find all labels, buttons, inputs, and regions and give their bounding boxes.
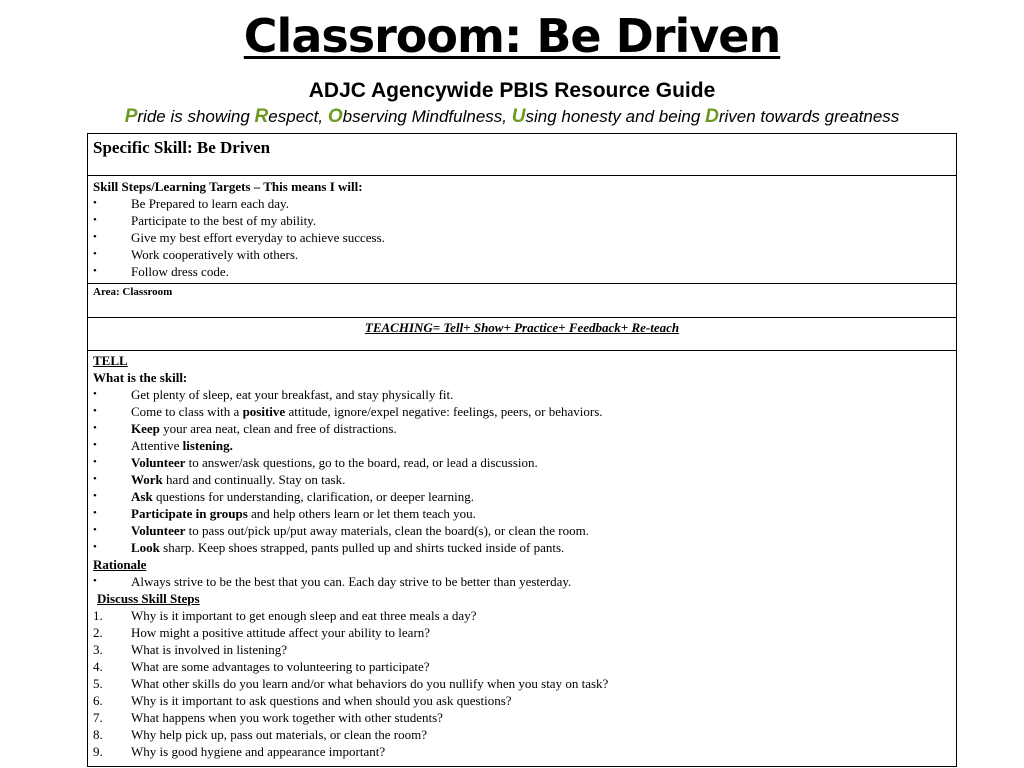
list-item: 8. Why help pick up, pass out materials, or clean the room? bbox=[93, 727, 428, 742]
list-item: • Participate in groups and help others learn or let them teach you. bbox=[93, 506, 476, 521]
teaching-label: TEACHING= Tell+ Show+ Practice+ Feedback+ Re-teach bbox=[364, 320, 680, 335]
bullet-icon: • bbox=[93, 456, 97, 468]
list-item: • Attentive listening. bbox=[93, 438, 233, 453]
discuss-heading: Discuss Skill Steps bbox=[97, 591, 200, 606]
bullet-icon: • bbox=[93, 197, 97, 209]
tell-subheading: What is the skill: bbox=[93, 370, 188, 385]
bullet-icon: • bbox=[93, 422, 97, 434]
bullet-icon: • bbox=[93, 439, 97, 451]
bullet-icon: • bbox=[93, 507, 97, 519]
bullet-icon: • bbox=[93, 248, 97, 260]
list-item: • Give my best effort everyday to achieve success. bbox=[93, 230, 385, 245]
list-item: 5. What other skills do you learn and/or what behaviors do you nullify when you stay on task? bbox=[93, 676, 609, 691]
list-item: 3. What is involved in listening? bbox=[93, 642, 287, 657]
specific-skill-cell bbox=[88, 134, 956, 175]
teaching-cell bbox=[88, 317, 956, 350]
area-label: Area: Classroom bbox=[93, 286, 173, 298]
resource-table bbox=[87, 133, 957, 767]
list-item: • Come to class with a positive attitude, ignore/expel negative: feelings, peers, or behaviors. bbox=[93, 404, 603, 419]
list-item: • Look sharp. Keep shoes strapped, pants pulled up and shirts tucked inside of pants. bbox=[93, 540, 565, 555]
area-cell bbox=[88, 283, 956, 317]
bullet-icon: • bbox=[93, 490, 97, 502]
list-item: • Work cooperatively with others. bbox=[93, 247, 299, 262]
motto-text-o: bserving Mindfulness, bbox=[342, 107, 512, 126]
motto-letter-r: R bbox=[254, 106, 269, 127]
skill-steps-list bbox=[93, 195, 951, 280]
list-item: • Ask questions for understanding, clarification, or deeper learning. bbox=[93, 489, 474, 504]
list-item: • Follow dress code. bbox=[93, 264, 229, 279]
motto-text-r: espect, bbox=[268, 107, 328, 126]
list-item: • Participate to the best of my ability. bbox=[93, 213, 317, 228]
list-item: • Volunteer to pass out/pick up/put away materials, clean the board(s), or clean the room. bbox=[93, 523, 590, 538]
list-item: 4. What are some advantages to volunteering to participate? bbox=[93, 659, 430, 674]
bullet-icon: • bbox=[93, 473, 97, 485]
bullet-icon: • bbox=[93, 214, 97, 226]
specific-skill-label: Specific Skill: Be Driven bbox=[93, 138, 271, 157]
bullet-icon: • bbox=[93, 575, 97, 587]
discuss-list bbox=[93, 607, 951, 760]
motto bbox=[0, 106, 1024, 128]
bullet-icon: • bbox=[93, 231, 97, 243]
bullet-icon: • bbox=[93, 541, 97, 553]
bullet-icon: • bbox=[93, 405, 97, 417]
list-item: • Always strive to be the best that you can. Each day strive to be better than yesterday. bbox=[93, 574, 572, 589]
motto-text-d: riven towards greatness bbox=[718, 107, 900, 126]
tell-cell bbox=[88, 350, 956, 766]
list-item: • Keep your area neat, clean and free of distractions. bbox=[93, 421, 397, 436]
tell-heading: TELL bbox=[93, 353, 128, 368]
list-item: 9. Why is good hygiene and appearance important? bbox=[93, 744, 386, 759]
skill-steps-cell bbox=[88, 175, 956, 283]
page-title: Classroom: Be Driven bbox=[243, 9, 781, 63]
page-subtitle: ADJC Agencywide PBIS Resource Guide bbox=[308, 79, 716, 102]
list-item: 1. Why is it important to get enough sleep and eat three meals a day? bbox=[93, 608, 477, 623]
motto-letter-d: D bbox=[705, 106, 719, 127]
tell-list bbox=[93, 386, 951, 556]
motto-letter-p: P bbox=[124, 106, 138, 127]
list-item: 6. Why is it important to ask questions and when should you ask questions? bbox=[93, 693, 512, 708]
list-item: • Get plenty of sleep, eat your breakfast, and stay physically fit. bbox=[93, 387, 454, 402]
bullet-icon: • bbox=[93, 524, 97, 536]
list-item: • Work hard and continually. Stay on task. bbox=[93, 472, 346, 487]
list-item: • Be Prepared to learn each day. bbox=[93, 196, 289, 211]
motto-text-u: sing honesty and being bbox=[525, 107, 706, 126]
list-item: 7. What happens when you work together with other students? bbox=[93, 710, 443, 725]
motto-letter-u: U bbox=[511, 106, 526, 127]
motto-text-p: ride is showing bbox=[137, 107, 255, 126]
bullet-icon: • bbox=[93, 265, 97, 277]
list-item: • Volunteer to answer/ask questions, go to the board, read, or lead a discussion. bbox=[93, 455, 538, 470]
list-item: 2. How might a positive attitude affect your ability to learn? bbox=[93, 625, 431, 640]
rationale-heading: Rationale bbox=[93, 557, 147, 572]
bullet-icon: • bbox=[93, 388, 97, 400]
motto-letter-o: O bbox=[327, 106, 343, 127]
skill-steps-heading: Skill Steps/Learning Targets – This means I will: bbox=[93, 179, 363, 194]
